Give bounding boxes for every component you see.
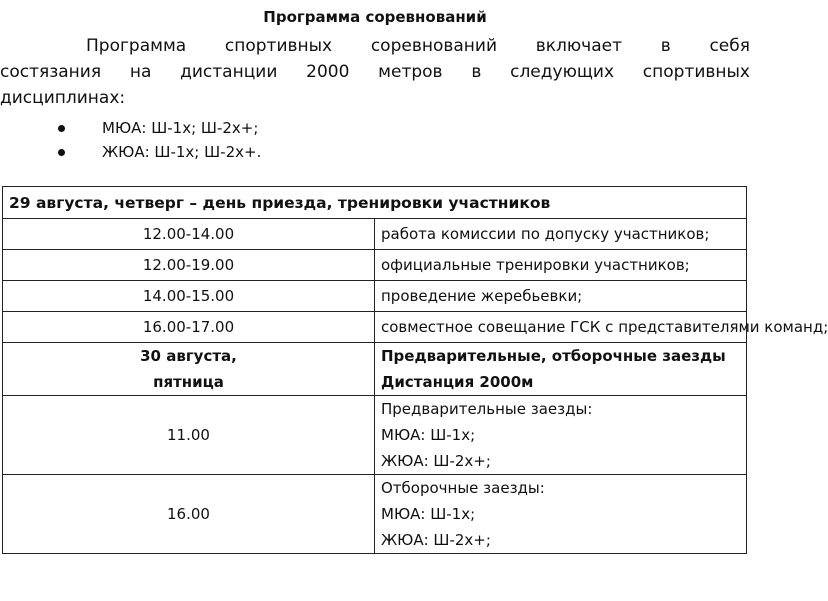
desc-cell	[375, 396, 747, 475]
table-row	[3, 396, 747, 475]
time-cell: 14.00-15.00	[3, 281, 375, 312]
intro-word: на	[129, 62, 152, 82]
list-item-text: ЖЮА: Ш-1х; Ш-2х+.	[102, 143, 262, 161]
intro-word: метров	[378, 62, 443, 82]
desc-line: ЖЮА: Ш-2х+;	[381, 452, 491, 470]
intro-word: включает	[535, 36, 623, 56]
document-title: Программа соревнований	[263, 8, 487, 26]
time-cell: 16.00	[3, 475, 375, 554]
intro-line-3	[0, 85, 750, 111]
list-item	[0, 116, 750, 140]
desc-cell: работа комиссии по допуску участников;	[375, 219, 747, 250]
intro-word: дистанции	[180, 62, 278, 82]
desc-line: Отборочные заезды:	[381, 479, 545, 497]
intro-word: дисциплинах:	[0, 88, 126, 108]
desc-cell: официальные тренировки участников;	[375, 250, 747, 281]
intro-line-1	[0, 33, 750, 59]
day-header-row	[3, 187, 747, 219]
intro-word: состязания	[0, 62, 102, 82]
desc-cell	[375, 475, 747, 554]
discipline-list	[0, 116, 750, 164]
day2-header-row	[3, 343, 747, 396]
day2-date-cell	[3, 343, 375, 396]
bullet-icon	[58, 125, 65, 132]
desc-line: МЮА: Ш-1х;	[381, 505, 476, 523]
day2-title-line2: Дистанция 2000м	[381, 373, 534, 391]
time-cell: 16.00-17.00	[3, 312, 375, 343]
intro-word: в	[660, 36, 671, 56]
table-row	[3, 281, 747, 312]
time-cell: 12.00-14.00	[3, 219, 375, 250]
intro-line-2	[0, 59, 750, 85]
bullet-icon	[58, 149, 65, 156]
intro-word: соревнований	[370, 36, 498, 56]
desc-line: МЮА: Ш-1х;	[381, 426, 476, 444]
table-row	[3, 312, 747, 343]
intro-word: следующих	[510, 62, 615, 82]
intro-word: 2000	[306, 62, 350, 82]
day2-title-line1: Предварительные, отборочные заезды	[381, 347, 726, 365]
intro-word: в	[471, 62, 482, 82]
intro-paragraph	[0, 33, 750, 111]
time-cell: 12.00-19.00	[3, 250, 375, 281]
desc-cell: проведение жеребьевки;	[375, 281, 747, 312]
intro-word: себя	[709, 36, 750, 56]
list-item	[0, 140, 750, 164]
intro-word: спортивных	[224, 36, 333, 56]
day2-title-cell	[375, 343, 747, 396]
table-row	[3, 219, 747, 250]
table-row	[3, 250, 747, 281]
day1-header: 29 августа, четверг – день приезда, тренировки участников	[3, 187, 747, 219]
desc-cell: совместное совещание ГСК с представителями команд;	[375, 312, 747, 343]
list-item-text: МЮА: Ш-1х; Ш-2х+;	[102, 119, 259, 137]
intro-word: спортивных	[642, 62, 750, 82]
desc-line: Предварительные заезды:	[381, 400, 593, 418]
table-row	[3, 475, 747, 554]
day2-date-line1: 30 августа,	[140, 347, 237, 365]
time-cell: 11.00	[3, 396, 375, 475]
schedule-table	[2, 186, 828, 554]
desc-line: ЖЮА: Ш-2х+;	[381, 531, 491, 549]
intro-word: Программа	[86, 36, 187, 56]
day2-date-line2: пятница	[153, 373, 224, 391]
